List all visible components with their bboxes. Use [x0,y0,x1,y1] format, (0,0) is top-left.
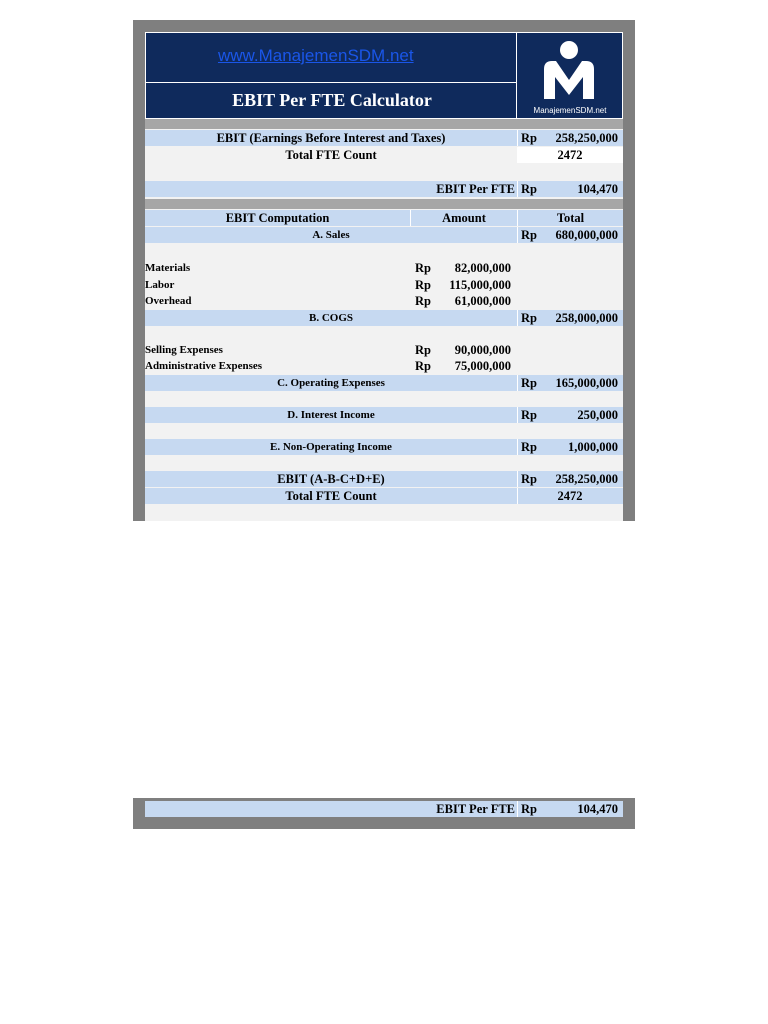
divider [145,199,623,209]
cogs-item-currency: Rp [415,294,431,308]
interest-total[interactable]: 250,000 [577,408,618,422]
divider [145,119,623,129]
nonop-currency: Rp [521,440,537,454]
cogs-total: 258,000,000 [555,311,618,325]
sales-total[interactable]: 680,000,000 [555,228,618,242]
cogs-item-amount[interactable]: 61,000,000 [454,294,511,308]
cogs-label: B. COGS [308,312,353,324]
m-logo-icon [517,33,623,105]
footer-per-fte-label: EBIT Per FTE [436,802,515,816]
opex-row [145,375,623,391]
summary-per-fte-currency: Rp [521,182,537,196]
interest-label: D. Interest Income [287,409,375,421]
sales-currency: Rp [521,228,537,242]
summary-fte-row [145,147,623,163]
header [145,32,623,119]
opex-item-currency: Rp [415,343,431,357]
ebit-currency: Rp [521,472,537,486]
ebit-row [145,471,623,487]
interest-row [145,407,623,423]
cogs-item-currency: Rp [415,261,431,275]
opex-item-row [145,342,623,358]
footer-per-fte-row [145,801,623,817]
opex-item-row [145,358,623,374]
cogs-item-currency: Rp [415,278,431,292]
summary-per-fte-row [145,181,623,197]
summary-per-fte-value: 104,470 [577,182,618,196]
opex-total: 165,000,000 [555,376,618,390]
interest-currency: Rp [521,408,537,422]
col-header-total: Total [556,211,585,225]
summary-ebit-row [145,130,623,146]
summary-ebit-value: 258,250,000 [555,131,618,145]
sales-row [145,227,623,243]
header-left [145,32,517,119]
cogs-currency: Rp [521,311,537,325]
summary-per-fte-label: EBIT Per FTE [436,182,515,196]
nonop-row [145,439,623,455]
ebit-total: 258,250,000 [555,472,618,486]
opex-item-label: Administrative Expenses [145,360,263,372]
opex-item-currency: Rp [415,359,431,373]
opex-currency: Rp [521,376,537,390]
website-link[interactable]: www.ManajemenSDM.net [218,46,414,65]
cogs-item-amount[interactable]: 115,000,000 [449,278,511,292]
logo-caption: ManajemenSDM.net [533,106,607,115]
footer-per-fte-value: 104,470 [577,802,618,816]
fte-label: Total FTE Count [285,489,377,503]
nonop-label: E. Non-Operating Income [270,441,392,453]
footer-per-fte-currency: Rp [521,802,537,816]
cogs-item-label: Labor [145,279,175,291]
summary-fte-label: Total FTE Count [285,148,377,162]
cogs-item-label: Overhead [145,295,192,307]
opex-item-amount[interactable]: 90,000,000 [454,343,511,357]
logo [517,32,623,119]
summary-ebit-label: EBIT (Earnings Before Interest and Taxes) [216,131,446,145]
cogs-item-row [145,260,623,276]
computation-header-row [145,210,623,226]
footer-sheet [133,798,635,829]
fte-count-input[interactable]: 2472 [517,147,623,163]
col-header-amount: Amount [442,211,486,225]
cogs-item-row [145,277,623,293]
page-title: EBIT Per FTE Calculator [232,90,432,110]
cogs-item-row [145,293,623,309]
fte-row [145,488,623,504]
fte-total: 2472 [557,489,583,503]
nonop-total[interactable]: 1,000,000 [568,440,618,454]
cogs-row [145,310,623,326]
sales-label: A. Sales [312,229,350,241]
col-header-computation: EBIT Computation [225,211,330,225]
header-url-cell [146,33,518,83]
cogs-item-label: Materials [145,262,191,274]
opex-label: C. Operating Expenses [277,377,385,389]
opex-item-label: Selling Expenses [145,344,223,356]
opex-item-amount[interactable]: 75,000,000 [454,359,511,373]
ebit-label: EBIT (A-B-C+D+E) [277,472,385,486]
calculator-sheet [133,20,635,521]
summary-ebit-currency: Rp [521,131,537,145]
cogs-item-amount[interactable]: 82,000,000 [454,261,511,275]
